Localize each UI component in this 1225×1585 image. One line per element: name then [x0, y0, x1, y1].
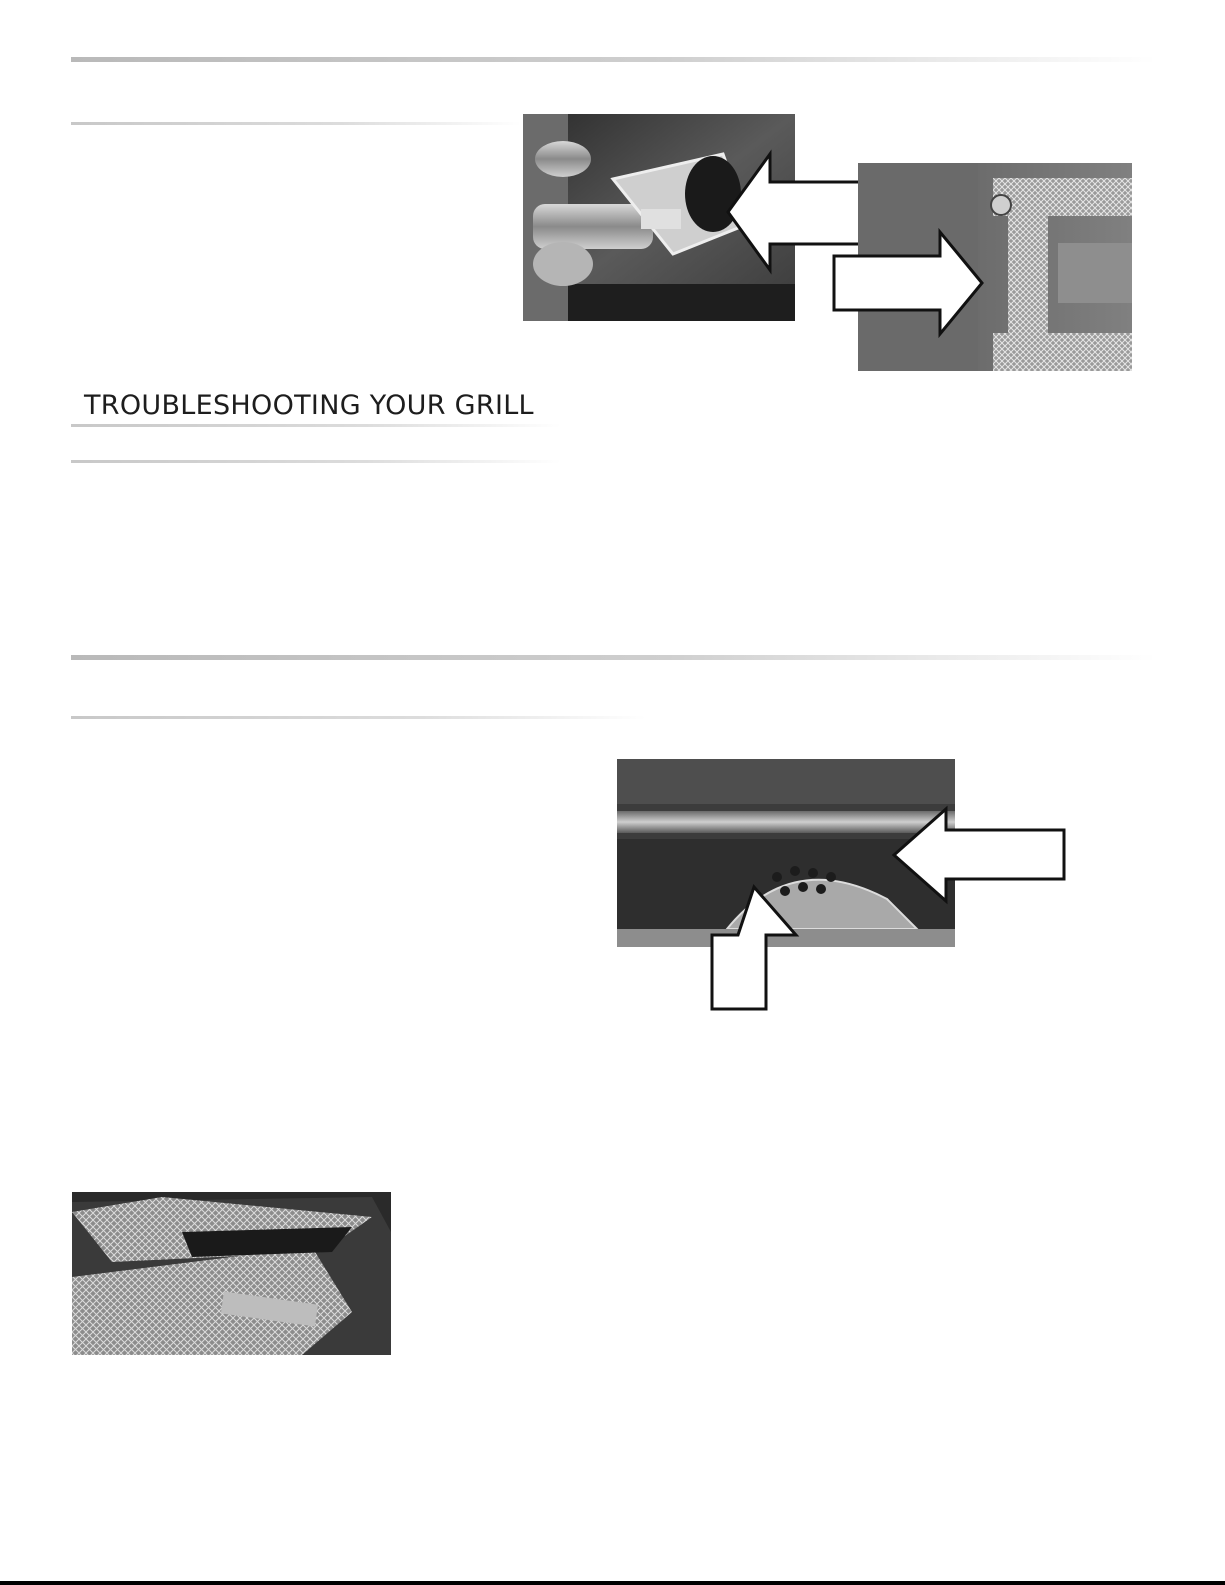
top-divider-rule: [71, 57, 1156, 62]
page-footer-line: [0, 1581, 1225, 1585]
burner-mesh-photo: [858, 163, 1132, 371]
section-title-underline: [71, 424, 561, 427]
subsection-rule-3: [71, 716, 646, 719]
burner-close-photo: [72, 1192, 391, 1355]
middle-divider-rule: [71, 655, 1156, 660]
section-title: TROUBLESHOOTING YOUR GRILL: [84, 390, 534, 421]
subsection-rule-1: [71, 122, 521, 125]
heat-shield-photo: [617, 759, 955, 947]
valve-orifice-photo: [523, 114, 795, 321]
subsection-rule-2: [71, 460, 561, 463]
